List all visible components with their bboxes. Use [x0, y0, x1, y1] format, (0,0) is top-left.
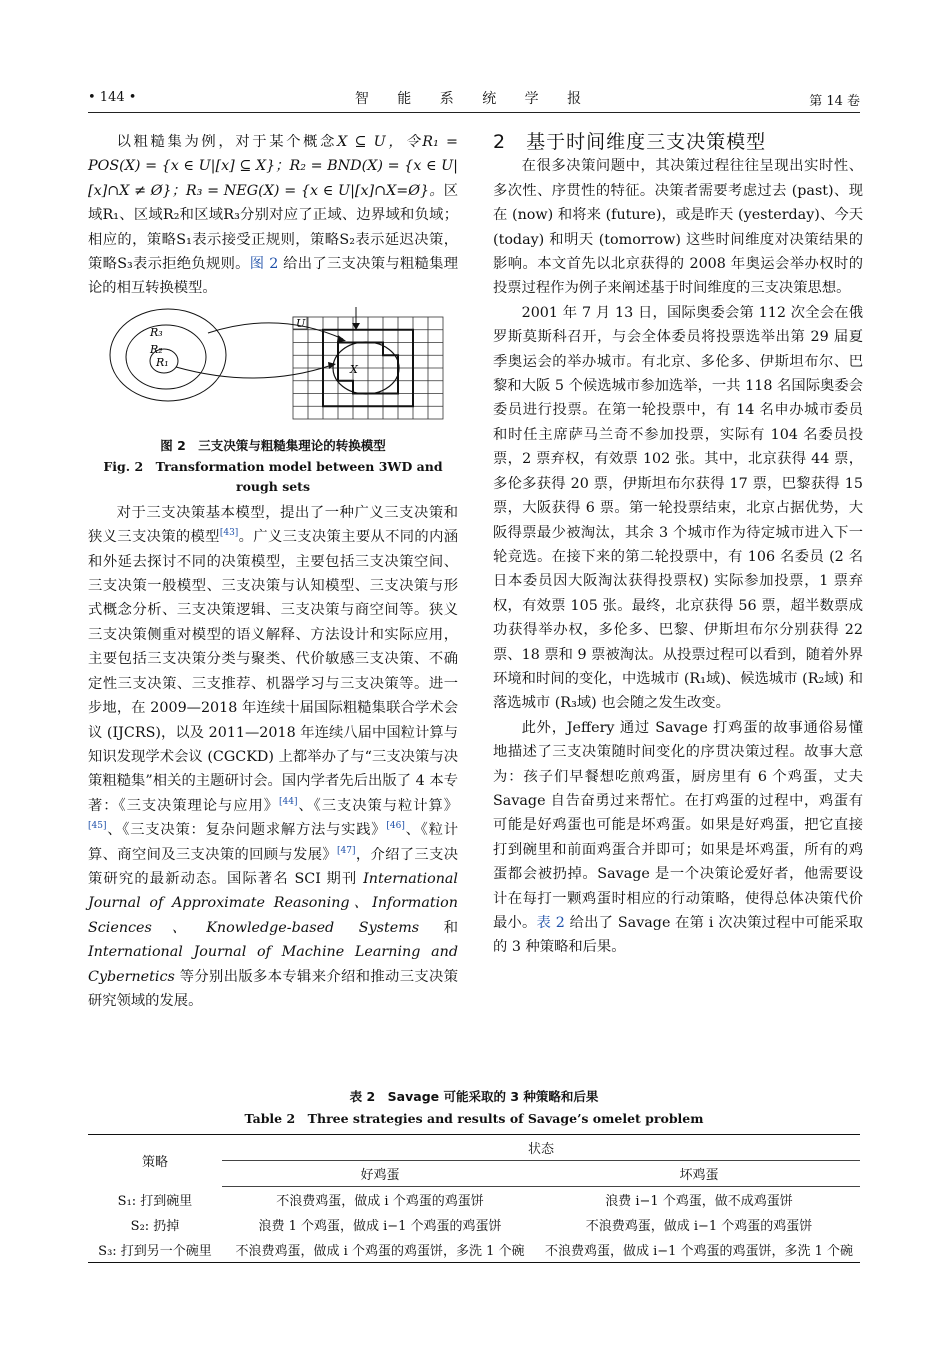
- paragraph-generalized-3wd: 对于三支决策基本模型，提出了一种广义三支决策和狭义三支决策的模型[43]。广义三支决策主要从不同的内涵和外延去探讨不同的决策模型，主要包括三支决策空间、三支决策一般模型、三支决策与认知模型、三支决策与形式概念分析、三支决策逻辑、三支决策与商空间等。狭义三支决策侧重对模型的语义解释、方法设计和实际应用，主要包括三支决策分类与聚类、代价敏感三支决策、不确定性三支决策、三支推荐、机器学习与三支决策等。进一步地，在 2009—2018 年连续十届国际粗糙集联合学术会议 (IJCRS)，以及 2011—2018 年连续八届中国粒计算与知识发现学术会议 (CGCKD) 上都举办了与“三支决策与决策粗糙集”相关的主题研讨会。国内学者先后出版了 4 本专著：《三支决策理论与应用》[44]、《三支决策与粒计算》[45]、《三支决策：复杂问题求解方法与实践》[46]、《粒计算、商空间及三支决策的回顾与发展》[47]，介绍了三支决策研究的最新动态。国际著名 SCI 期刊 International Journal of Approximate Reasoning、Information Sciences、Knowledge-based Systems 和 International Journal of Machine Learning and Cybernetics 等分别出版多本专辑来介绍和推动三支决策研究领域的发展。: [88, 504, 459, 1009]
- right-column: [493, 130, 863, 960]
- table-row: S₁: 打到碗里 不浪费鸡蛋，做成 i 个鸡蛋的鸡蛋饼 浪费 i−1 个鸡蛋，做不成鸡蛋饼: [117, 1193, 793, 1209]
- math-definitions: X ⊆ U，令R₁ = POS(X) = {x ∈ U|[x] ⊆ X}；R₂ = BND(X) = {x ∈ U|[x]∩X ≠ Ø}；R₃ = NEG(X) = {x ∈ U|[x]∩X=Ø}。: [88, 134, 458, 199]
- figure-link[interactable]: 图 2: [249, 256, 279, 273]
- label-r2: R₂: [150, 342, 163, 356]
- figure-2-diagram: [88, 305, 458, 433]
- running-header: [88, 88, 860, 113]
- paragraph-olympic-vote: 2001 年 7 月 13 日，国际奥委会第 112 次全会在俄罗斯莫斯科召开，与会全体委员将投票选举出第 29 届夏季奥运会的举办城市。有北京、多伦多、伊斯坦布尔、巴黎和大阪 5 个候选城市参加选举，一共 118 名国际奥委会委员进行投票。在第一轮投票中，有 14 名申办城市委员和时任主席萨马兰奇不参加投票，实际有 104 名委员投票，2 票弃权，有效票 102 张。其中，北京获得 44 票，多伦多获得 20 票，伊斯坦布尔获得 17 票，巴黎获得 15 票，大阪获得 6 票。第一轮投票结束，北京占据优势，大阪得票最少被淘汰，其余 3 个城市作为待定城市进入下一轮竞选。在接下来的第二轮投票中，有 106 名委员 (2 名日本委员因大阪淘汰获得投票权) 实际参加投票，1 票弃权，有效票 105 张。最终，北京获得 56 票，超半数票成功获得举办权，多伦多、巴黎、伊斯坦布尔分别获得 22 票、18 票和 9 票被淘汰。从投票过程可以看到，随着外界环境和时间的变化，中选城市 (R₁域)、候选城市 (R₂域) 和落选城市 (R₃域) 也会随之发生改变。: [493, 304, 863, 712]
- journal-names: International Journal of Approximate Reasoning、Information Sciences、Knowledge-based Systems: [88, 870, 458, 936]
- arrow-r1-to-positive: [176, 365, 332, 378]
- page-number: • 144 •: [88, 90, 137, 105]
- citation-link[interactable]: [47]: [337, 845, 356, 856]
- left-column: [88, 130, 458, 1013]
- table-row: S₃: 打到另一个碗里 不浪费鸡蛋，做成 i 个鸡蛋的鸡蛋饼，多洗 1 个碗 不浪费鸡蛋，做成 i−1 个鸡蛋的鸡蛋饼，多洗 1 个碗: [88, 1237, 860, 1263]
- citation-link[interactable]: [45]: [88, 821, 107, 832]
- label-x: X: [350, 362, 358, 376]
- table-caption: [88, 1086, 860, 1130]
- volume-number: 第 14 卷: [809, 94, 860, 109]
- table-link[interactable]: 表 2: [536, 915, 565, 931]
- header-bad-egg: 坏鸡蛋: [538, 1161, 860, 1187]
- figure-caption-en: Fig. 2 Transformation model between 3WD and rough sets: [103, 458, 443, 494]
- citation-link[interactable]: [46]: [386, 821, 405, 832]
- journal-names: International Journal of Machine Learning and Cybernetics: [88, 944, 458, 985]
- citation-link[interactable]: [43]: [219, 528, 239, 539]
- header-strategy: 策略: [88, 1135, 222, 1187]
- header-state: 状态: [222, 1135, 860, 1161]
- table-caption-en: Table 2 Three strategies and results of Savage’s omelet problem: [244, 1111, 704, 1126]
- journal-title: 智 能 系 统 学 报: [354, 91, 594, 107]
- label-r1: R₁: [156, 355, 169, 369]
- universe-grid: [293, 317, 443, 419]
- figure-2: [88, 305, 458, 433]
- paragraph-rough-set: 以粗糙集为例，对于某个概念X ⊆ U，令R₁ = POS(X) = {x ∈ U|[x] ⊆ X}；R₂ = BND(X) = {x ∈ U|[x]∩X ≠ Ø}；R₃ = NEG(X) = {x ∈ U|[x]∩X=Ø}。区域R₁、区域R₂和区域R₃分别对应了正域、边界域和负域；相应的，策略S₁表示接受正规则，策略S₂表示延迟决策，策略S₃表示拒绝负规则。图 2 给出了三支决策与粗糙集理论的相互转换模型。: [88, 134, 459, 297]
- paragraph-intro: 在很多决策问题中，其决策过程往往呈现出实时性、多次性、序贯性的特征。决策者需要考虑过去 (past)、现在 (now) 和将来 (future)，或是昨天 (yesterday)、今天 (today) 和明天 (tomorrow) 这些时间维度对决策结果的影响。本文首先以北京获得的 2008 年奥运会举办权时的投票过程作为例子来阐述基于时间维度的三支决策思想。: [493, 158, 863, 297]
- paragraph-savage: 此外，Jeffery 通过 Savage 打鸡蛋的故事通俗易懂地描述了三支决策随时间变化的序贯决策过程。故事大意为：孩子们早餐想吃煎鸡蛋，厨房里有 6 个鸡蛋，丈夫 Savage 自告奋勇过来帮忙。在打鸡蛋的过程中，鸡蛋有可能是好鸡蛋也可能是坏鸡蛋。如果是好鸡蛋，把它直接打到碗里和前面鸡蛋合并即可；如果是坏鸡蛋，所有的鸡蛋都会被扔掉。Savage 是一个决策论爱好者，他需要设计在每打一颗鸡蛋时相应的行动策略，使得总体决策代价最小。表 2 给出了 Savage 在第 i 次决策过程中可能采取的 3 种策略和后果。: [493, 719, 864, 956]
- label-u: U: [296, 316, 306, 330]
- section-heading: 2 基于时间维度三支决策模型: [493, 131, 767, 153]
- citation-link[interactable]: [44]: [279, 796, 298, 807]
- label-r3: R₃: [150, 325, 163, 339]
- header-good-egg: 好鸡蛋: [222, 1161, 538, 1187]
- figure-caption-cn: 图 2 三支决策与粗糙集理论的转换模型: [160, 437, 386, 453]
- table-caption-cn: 表 2 Savage 可能采取的 3 种策略和后果: [349, 1089, 599, 1104]
- table-row: S₂: 扔掉 浪费 1 个鸡蛋，做成 i−1 个鸡蛋的鸡蛋饼 不浪费鸡蛋，做成 i−1 个鸡蛋的鸡蛋饼: [130, 1219, 813, 1234]
- region-r3-ellipse: [110, 309, 226, 401]
- strategies-table: [88, 1134, 860, 1263]
